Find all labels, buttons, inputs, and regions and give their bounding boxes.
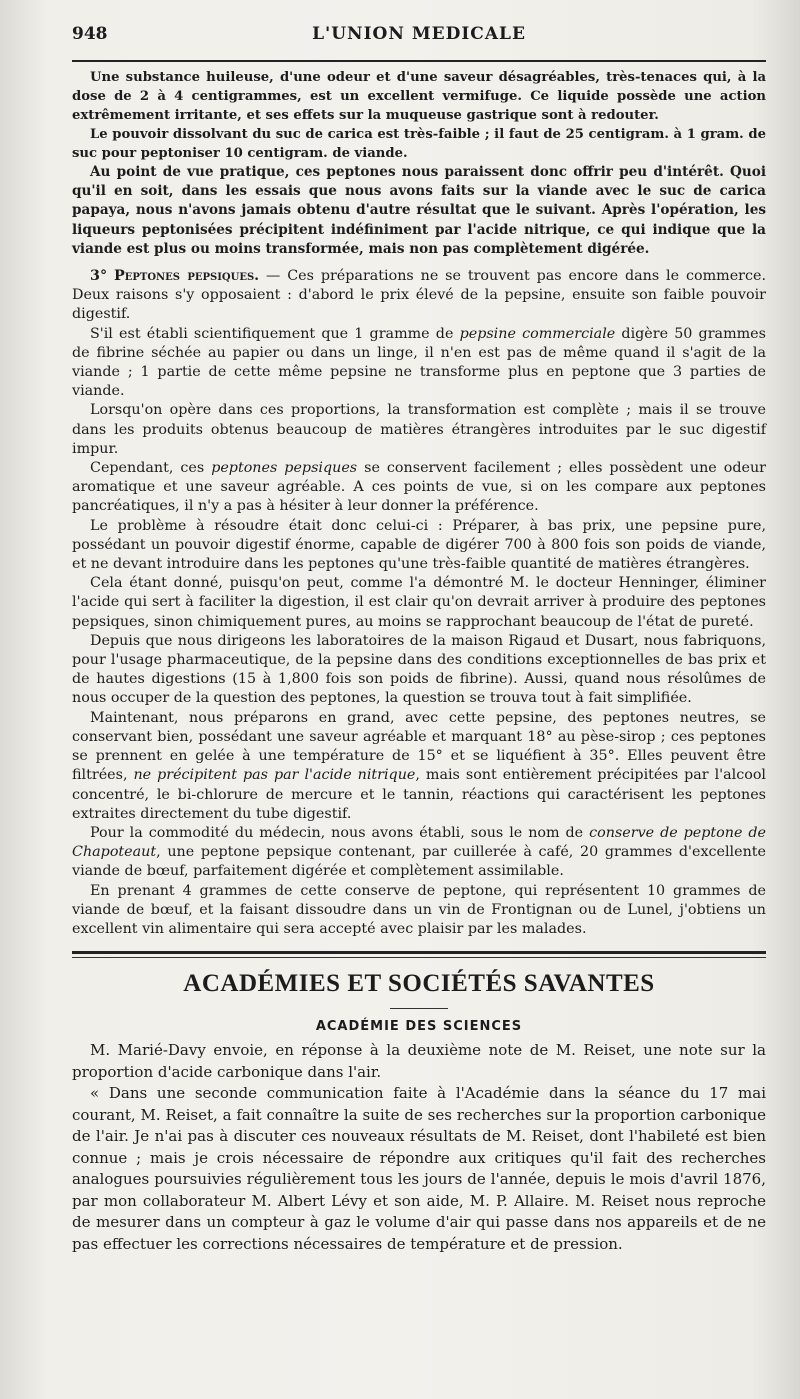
text-run: S'il est établi scientifiquement que 1 gramme de (90, 325, 460, 342)
paragraph-cela: Cela étant donné, puisqu'on peut, comme l'a démontré M. le docteur Henninger, éliminer l'acide qui sert à faciliter la digestion, il est clair qu'on devrait arriver à produire des peptones pepsiques, sinon chimiquement pures, au moins se rapprochant beaucoup de l'état de pureté. (72, 575, 766, 630)
italic-run: pepsine commerciale (459, 325, 616, 342)
page-number: 948 (72, 24, 108, 44)
section-heading: Peptones pepsiques. (114, 268, 260, 285)
paragraph-quote: « Dans une seconde communication faite à l'Académie dans la séance du 17 mai courant, M. Reiset, a fait connaître la suite de ses recherches sur la proportion carbonique de l'air. Je n'ai pas à discuter ces nouveaux résultats de M. Reiset, dont l'habileté est bien connue ; mais je crois nécessaire de répondre aux critiques qu'il fait des recherches analogues poursuivies régulièrement tous les jours de l'année, depuis le mois d'avril 1876, par mon collaborateur M. Albert Lévy et son aide, M. P. Allaire. M. Reiset nous reproche de mesurer dans un compteur à gaz le volume d'air qui passe dans nos appareils et de ne pas effectuer les corrections nécessaires de température et de pression. (72, 1084, 766, 1253)
section-number: 3° (90, 268, 108, 285)
paragraph-pour (72, 824, 766, 882)
paragraph-lorsqu: Lorsqu'on opère dans ces proportions, la transformation est complète ; mais il se trouve dans les produits obtenus beaucoup de matières étrangères introduites par le suc digestif impur. (72, 402, 766, 457)
italic-run: ne précipitent pas par l'acide nitrique (133, 767, 416, 784)
paragraph-marie-davy: M. Marié-Davy envoie, en réponse à la deuxième note de M. Reiset, une note sur la proportion d'acide carbonique dans l'air. (72, 1041, 766, 1081)
text-run: Maintenant, nous préparons en grand, avec cette pepsine, des peptones neutres, se conservant bien, possédant une saveur agréable et marquant 18° au pèse-sirop ; ces peptones se prennent en gelée à une température de 15° et se liquéfient à 35°. Elles peuvent être filtrées, (72, 709, 766, 784)
section-text: — Ces préparations ne se trouvent pas encore dans le commerce. Deux raisons s'y opposaient : d'abord le prix élevé de la pepsine, ensuite son faible pouvoir digestif. (72, 268, 766, 323)
paragraph-depuis: Depuis que nous dirigeons les laboratoires de la maison Rigaud et Dusart, nous fabriquons, pour l'usage pharmaceutique, de la pepsine dans des conditions exceptionnelles de bas prix et de hautes digestions (15 à 1,800 fois son poids de fibrine). Aussi, quand nous résolûmes de nous occuper de la question des peptones, la question se trouva tout à fait simplifiée. (72, 632, 766, 707)
text-run: digère 50 grammes de fibrine séchée au papier ou dans un linge, il n'en est pas de même quand il s'agit de la viande ; 1 partie de cette même pepsine ne transforme plus en peptone que 3 parties de viande. (72, 325, 766, 400)
header-rule (72, 60, 766, 62)
running-title: L'UNION MEDICALE (312, 24, 526, 44)
paragraph-probleme: Le problème à résoudre était donc celui-ci : Préparer, à bas prix, une pepsine pure, possédant un pouvoir digestif énorme, capable de digérer 700 à 800 fois son poids de viande, et ne devant introduire dans les peptones qu'une très-faible quantité de matières étrangères. (72, 517, 766, 573)
paragraph-en-prenant: En prenant 4 grammes de cette conserve de peptone, qui représentent 10 grammes de viande de bœuf, et la faisant dissoudre dans un vin de Frontignan ou de Lunel, j'obtiens un excellent vin alimentaire qui sera accepté avec plaisir par les malades. (72, 882, 766, 937)
text-run: , mais sont entièrement précipitées par l'alcool concentré, le bi-chlorure de mercure et le tannin, réactions qui caractérisent les peptones extraites directement du tube digestif. (72, 767, 767, 822)
paragraph-pepsine (72, 325, 766, 402)
paragraph-point-de-vue: Au point de vue pratique, ces peptones nous paraissent donc offrir peu d'intérêt. Quoi qu'il en soit, dans les essais que nous avons faits sur la viande avec le suc de carica papaya, nous n'avons jamais obtenu d'autre résultat que le suivant. Après l'opération, les liqueurs peptonisées précipitent indéfiniment par l'acide nitrique, ce qui indique que la viande est plus ou moins transformée, mais non pas complètement digérée. (72, 164, 766, 257)
text-run: Pour la commodité du médecin, nous avons établi, sous le nom de (90, 824, 590, 841)
italic-run: conserve de peptone de Chapoteaut (72, 824, 766, 861)
paragraph-cependant (72, 459, 766, 517)
subsection-title: ACADÉMIE DES SCIENCES (315, 1019, 523, 1035)
paragraph-peptones-pepsiques (72, 267, 766, 325)
paragraph-maintenant (72, 709, 766, 824)
paragraph-substance: Une substance huileuse, d'une odeur et d'une saveur désagréables, très-tenaces qui, à la dose de 2 à 4 centigrammes, est un excellent vermifuge. Ce liquide possède une action extrêmement irritante, et ses effets sur la muqueuse gastrique sont à redouter. (72, 70, 766, 123)
title-rule (390, 1008, 448, 1009)
page-header (72, 24, 766, 58)
paragraph-pouvoir: Le pouvoir dissolvant du suc de carica est très-faible ; il faut de 25 centigram. à 1 gram. de suc pour peptoniser 10 centigram. de viande. (72, 127, 766, 161)
text-run: Cependant, ces (90, 460, 212, 477)
italic-run: peptones pepsiques (211, 460, 358, 477)
section-divider (72, 951, 766, 958)
text-run: se conservent facilement ; elles possèdent une odeur aromatique et une saveur agréable. A ces points de vue, si on les compare aux peptones pancréatiques, il n'y a pas à hésiter à leur donner la préférence. (72, 460, 767, 515)
text-run: , une peptone pepsique contenant, par cuillerée à café, 20 grammes d'excellente viande de bœuf, parfaitement digérée et complètement assimilable. (72, 844, 766, 880)
section-title: ACADÉMIES ET SOCIÉTÉS SAVANTES (183, 970, 655, 998)
